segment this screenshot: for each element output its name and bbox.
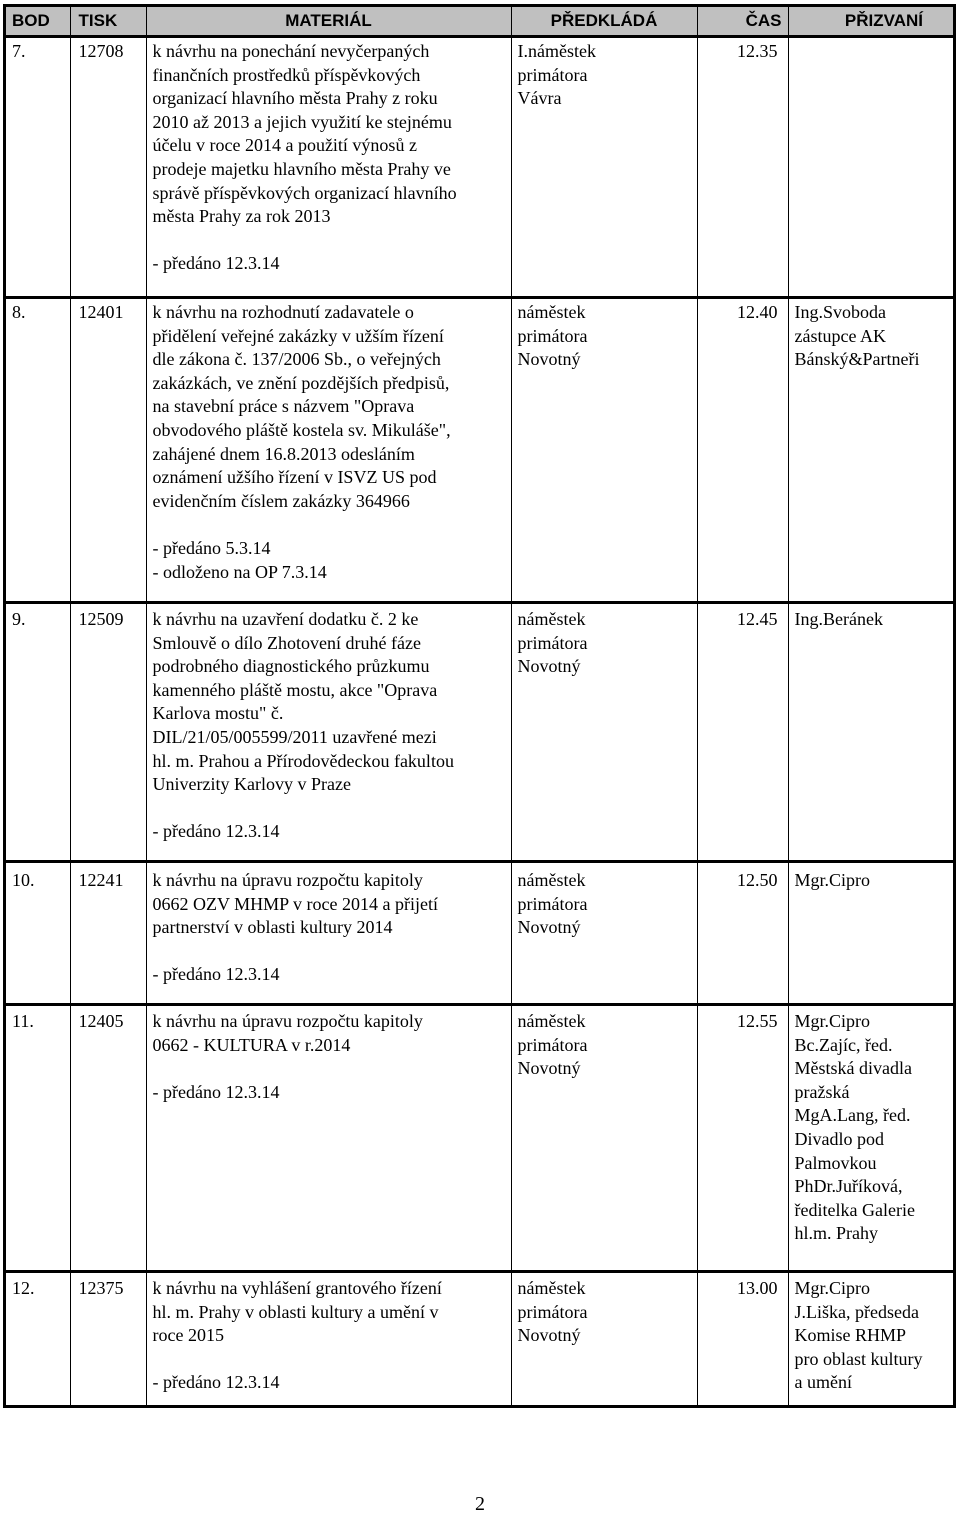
material-line: k návrhu na uzavření dodatku č. 2 ke <box>152 609 419 629</box>
prizvani-cell <box>788 1272 953 1406</box>
material-line: evidenčním číslem zakázky 364966 <box>152 490 410 511</box>
predklada-line: Novotný <box>517 349 581 370</box>
predklada-line: náměstek <box>517 1278 586 1298</box>
bod-cell: 11. <box>6 1005 70 1272</box>
tisk-cell: 12509 <box>70 603 146 862</box>
material-line: účelu v roce 2014 a použití výnosů z <box>152 135 417 156</box>
predklada-line: Vávra <box>517 88 562 109</box>
predklada-line: Novotný <box>517 917 581 938</box>
prizvani-line: Divadlo pod <box>794 1128 884 1149</box>
tisk-cell: 12241 <box>70 862 146 1005</box>
header-tisk: TISK <box>70 7 146 37</box>
predklada-line: primátora <box>517 893 588 914</box>
table-row <box>6 298 953 603</box>
prizvani-line: Komise RHMP <box>794 1325 907 1346</box>
material-line: 0662 OZV MHMP v roce 2014 a přijetí <box>152 893 438 914</box>
material-line: města Prahy za rok 2013 <box>152 206 331 227</box>
material-line: přidělení veřejné zakázky v užším řízení <box>152 325 444 346</box>
cas-cell: 12.50 <box>697 862 788 1005</box>
predklada-line: náměstek <box>517 609 586 629</box>
material-line: Karlova mostu" č. <box>152 703 284 724</box>
material-note: - předáno 12.3.14 <box>152 821 280 842</box>
table-row <box>6 1272 953 1406</box>
header-prizvani: PŘIZVANÍ <box>788 7 953 37</box>
material-line: na stavební práce s názvem "Oprava <box>152 396 415 417</box>
material-cell <box>146 603 511 862</box>
prizvani-line: zástupce AK <box>794 325 886 346</box>
predklada-line: Novotný <box>517 656 581 677</box>
material-line: k návrhu na úpravu rozpočtu kapitoly <box>152 870 423 890</box>
cas-cell: 12.45 <box>697 603 788 862</box>
material-line: dle zákona č. 137/2006 Sb., o veřejných <box>152 349 441 370</box>
table-row <box>6 603 953 862</box>
predklada-line: náměstek <box>517 1011 586 1031</box>
material-line: organizací hlavního města Prahy z roku <box>152 88 438 109</box>
material-line: Univerzity Karlovy v Praze <box>152 774 351 795</box>
material-line: hl. m. Prahy v oblasti kultury a umění v <box>152 1301 439 1322</box>
material-line: roce 2015 <box>152 1325 224 1346</box>
prizvani-line: Mgr.Cipro <box>794 1011 871 1031</box>
header-cas: ČAS <box>697 7 788 37</box>
prizvani-line: Ing.Beránek <box>794 609 883 629</box>
predklada-cell <box>511 603 697 862</box>
material-line: k návrhu na vyhlášení grantového řízení <box>152 1278 442 1298</box>
prizvani-line: Mgr.Cipro <box>794 870 871 890</box>
header-row <box>6 7 953 37</box>
material-line: 2010 až 2013 a jejich využití ke stejnému <box>152 111 452 132</box>
material-line: podrobného diagnostického průzkumu <box>152 656 430 677</box>
material-line: DIL/21/05/005599/2011 uzavřené mezi <box>152 726 437 747</box>
material-cell <box>146 862 511 1005</box>
prizvani-cell <box>788 1005 953 1272</box>
material-note: - předáno 5.3.14 <box>152 537 271 558</box>
material-line: hl. m. Prahou a Přírodovědeckou fakultou <box>152 750 454 771</box>
cas-cell: 13.00 <box>697 1272 788 1406</box>
agenda-table <box>6 7 953 1405</box>
material-line: kamenného pláště mostu, akce "Oprava <box>152 679 438 700</box>
predklada-cell <box>511 37 697 298</box>
material-line: finančních prostředků příspěvkových <box>152 64 421 85</box>
prizvani-line: Bc.Zajíc, řed. <box>794 1034 893 1055</box>
predklada-line: náměstek <box>517 302 586 322</box>
material-cell <box>146 1272 511 1406</box>
material-line: k návrhu na rozhodnutí zadavatele o <box>152 302 414 322</box>
material-line: 0662 - KULTURA v r.2014 <box>152 1034 351 1055</box>
material-line: prodeje majetku hlavního města Prahy ve <box>152 158 451 179</box>
prizvani-line: Bánský&Partneři <box>794 349 920 370</box>
prizvani-line: Městská divadla <box>794 1058 912 1079</box>
bod-cell: 10. <box>6 862 70 1005</box>
prizvani-line: J.Liška, předseda <box>794 1301 919 1322</box>
bod-cell: 7. <box>6 37 70 298</box>
tisk-cell: 12708 <box>70 37 146 298</box>
material-note: - předáno 12.3.14 <box>152 1372 280 1393</box>
material-line: k návrhu na úpravu rozpočtu kapitoly <box>152 1011 423 1031</box>
prizvani-line: ředitelka Galerie <box>794 1199 915 1220</box>
header-predklada: PŘEDKLÁDÁ <box>511 7 697 37</box>
material-note: - předáno 12.3.14 <box>152 964 280 985</box>
page-number: 2 <box>475 1493 485 1515</box>
bod-cell: 8. <box>6 298 70 603</box>
table-row <box>6 862 953 1005</box>
prizvani-cell <box>788 603 953 862</box>
predklada-line: I.náměstek <box>517 41 596 61</box>
material-note: - předáno 12.3.14 <box>152 1081 280 1102</box>
prizvani-line: a umění <box>794 1372 852 1393</box>
predklada-line: Novotný <box>517 1058 581 1079</box>
prizvani-line: pražská <box>794 1081 850 1102</box>
material-line: zakázkách, ve znění pozdějších předpisů, <box>152 372 450 393</box>
prizvani-line: pro oblast kultury <box>794 1348 923 1369</box>
material-line: oznámení užšího řízení v ISVZ US pod <box>152 467 437 488</box>
cas-cell: 12.55 <box>697 1005 788 1272</box>
table-row <box>6 37 953 298</box>
prizvani-line: Palmovkou <box>794 1152 877 1173</box>
table-row <box>6 1005 953 1272</box>
predklada-line: Novotný <box>517 1325 581 1346</box>
prizvani-cell <box>788 37 953 298</box>
material-cell <box>146 37 511 298</box>
predklada-cell <box>511 1272 697 1406</box>
predklada-line: primátora <box>517 1301 588 1322</box>
prizvani-line: PhDr.Juříková, <box>794 1176 903 1197</box>
material-line: správě příspěvkových organizací hlavního <box>152 182 457 203</box>
predklada-cell <box>511 862 697 1005</box>
prizvani-cell <box>788 298 953 603</box>
material-line: zahájené dnem 16.8.2013 odesláním <box>152 443 415 464</box>
predklada-cell <box>511 1005 697 1272</box>
material-note: - odloženo na OP 7.3.14 <box>152 561 327 582</box>
material-cell <box>146 298 511 603</box>
prizvani-line: hl.m. Prahy <box>794 1223 878 1244</box>
prizvani-line: Mgr.Cipro <box>794 1278 871 1298</box>
predklada-cell <box>511 298 697 603</box>
cas-cell: 12.35 <box>697 37 788 298</box>
predklada-line: primátora <box>517 632 588 653</box>
header-bod: BOD <box>6 7 70 37</box>
bod-cell: 9. <box>6 603 70 862</box>
prizvani-line: Ing.Svoboda <box>794 302 886 322</box>
tisk-cell: 12375 <box>70 1272 146 1406</box>
material-cell <box>146 1005 511 1272</box>
material-line: partnerství v oblasti kultury 2014 <box>152 917 393 938</box>
cas-cell: 12.40 <box>697 298 788 603</box>
tisk-cell: 12405 <box>70 1005 146 1272</box>
material-line: k návrhu na ponechání nevyčerpaných <box>152 41 430 61</box>
header-material: MATERIÁL <box>146 7 511 37</box>
predklada-line: primátora <box>517 1034 588 1055</box>
bod-cell: 12. <box>6 1272 70 1406</box>
tisk-cell: 12401 <box>70 298 146 603</box>
prizvani-line: MgA.Lang, řed. <box>794 1105 911 1126</box>
predklada-line: náměstek <box>517 870 586 890</box>
prizvani-cell <box>788 862 953 1005</box>
agenda-table-frame <box>3 4 956 1408</box>
predklada-line: primátora <box>517 325 588 346</box>
material-line: Smlouvě o dílo Zhotovení druhé fáze <box>152 632 421 653</box>
material-line: obvodového pláště kostela sv. Mikuláše", <box>152 419 451 440</box>
predklada-line: primátora <box>517 64 588 85</box>
material-note: - předáno 12.3.14 <box>152 253 280 274</box>
